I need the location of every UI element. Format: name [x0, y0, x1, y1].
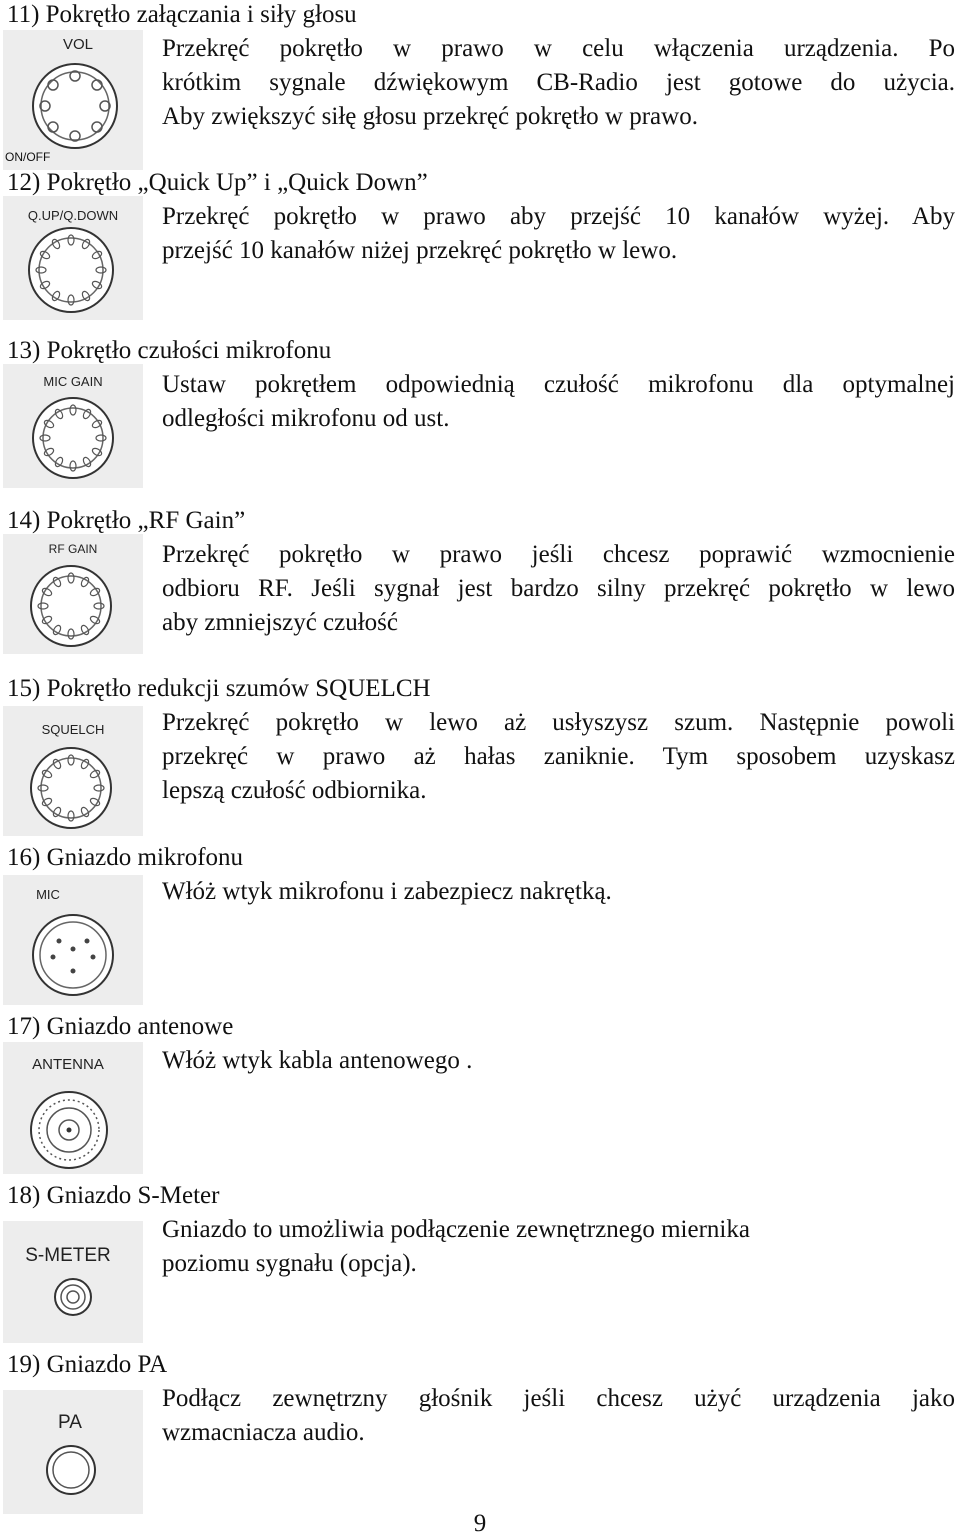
section-title: 12) Pokrętło „Quick Up” i „Quick Down” [7, 169, 428, 196]
knob-label: PA [58, 1412, 82, 1433]
text-line: Przekręć pokrętło w prawo w celu włączenia urządzenia. Po [162, 35, 955, 62]
quick-up-down-knob-icon [3, 196, 143, 320]
text-line: Włóż wtyk kabla antenowego . [162, 1047, 473, 1074]
mic-socket-icon [3, 875, 143, 1005]
s-meter-jack-icon [3, 1221, 143, 1343]
knob-label: RF GAIN [48, 542, 98, 556]
squelch-knob-icon [3, 706, 143, 836]
knob-label-secondary: ON/OFF [5, 150, 51, 164]
section-title: 15) Pokrętło redukcji szumów SQUELCH [7, 675, 431, 702]
rf-gain-knob-icon [3, 534, 143, 654]
text-line: Podłącz zewnętrzny głośnik jeśli chcesz użyć urządzenia jako [162, 1385, 955, 1412]
text-line: poziomu sygnału (opcja). [162, 1250, 417, 1277]
knob-label: VOL [63, 36, 94, 53]
text-line: Aby zwiększyć siłę głosu przekręć pokrętło w prawo. [162, 103, 698, 130]
knob-label: SQUELCH [41, 722, 105, 737]
antenna-socket-icon [3, 1042, 143, 1174]
text-line: aby zmniejszyć czułość [162, 609, 399, 636]
section-description [162, 875, 955, 909]
knob-label: MIC GAIN [43, 374, 103, 389]
section-title: 19) Gniazdo PA [7, 1351, 168, 1378]
section-title: 18) Gniazdo S-Meter [7, 1182, 220, 1209]
text-line: Przekręć pokrętło w lewo aż usłyszysz szum. Następnie powoli [162, 709, 955, 736]
text-line: krótkim sygnale dźwiękowym CB-Radio jest gotowe do użycia. [162, 69, 955, 96]
text-line: Gniazdo to umożliwia podłączenie zewnętrznego miernika [162, 1216, 750, 1243]
section-description [162, 706, 955, 808]
section-description [162, 1213, 955, 1281]
text-line: Przekręć pokrętło w prawo aby przejść 10 kanałów wyżej. Aby [162, 203, 955, 230]
section-description [162, 1382, 955, 1450]
section-title: 17) Gniazdo antenowe [7, 1013, 234, 1040]
section-title: 16) Gniazdo mikrofonu [7, 844, 244, 871]
text-line: lepszą czułość odbiornika. [162, 777, 427, 804]
mic-gain-knob-icon [3, 364, 143, 488]
knob-label: MIC [36, 887, 60, 902]
text-line: Włóż wtyk mikrofonu i zabezpiecz nakrętką. [162, 878, 612, 905]
section-description [162, 200, 955, 268]
section-description [162, 1044, 955, 1078]
section-description [162, 32, 955, 134]
knob-label: ANTENNA [32, 1056, 104, 1073]
section-title: 14) Pokrętło „RF Gain” [7, 507, 246, 534]
text-line: Przekręć pokrętło w prawo jeśli chcesz poprawić wzmocnienie [162, 541, 955, 568]
section-description [162, 538, 955, 640]
pa-jack-icon [3, 1390, 143, 1514]
text-line: wzmacniacza audio. [162, 1419, 365, 1446]
text-line: Ustaw pokrętłem odpowiednią czułość mikrofonu dla optymalnej [162, 371, 955, 398]
section-title: 13) Pokrętło czułości mikrofonu [7, 337, 332, 364]
text-line: odbioru RF. Jeśli sygnał jest bardzo silny przekręć pokrętło w lewo [162, 575, 955, 602]
text-line: odległości mikrofonu od ust. [162, 405, 450, 432]
section-description [162, 368, 955, 436]
knob-label: S-METER [25, 1245, 111, 1266]
page-number: 9 [473, 1510, 487, 1537]
text-line: przejść 10 kanałów niżej przekręć pokrętło w lewo. [162, 237, 678, 264]
section-title: 11) Pokrętło załączania i siły głosu [7, 1, 357, 28]
text-line: przekręć w prawo aż hałas zaniknie. Tym sposobem uzyskasz [162, 743, 955, 770]
volume-knob-icon [3, 30, 143, 170]
knob-label: Q.UP/Q.DOWN [27, 208, 119, 223]
